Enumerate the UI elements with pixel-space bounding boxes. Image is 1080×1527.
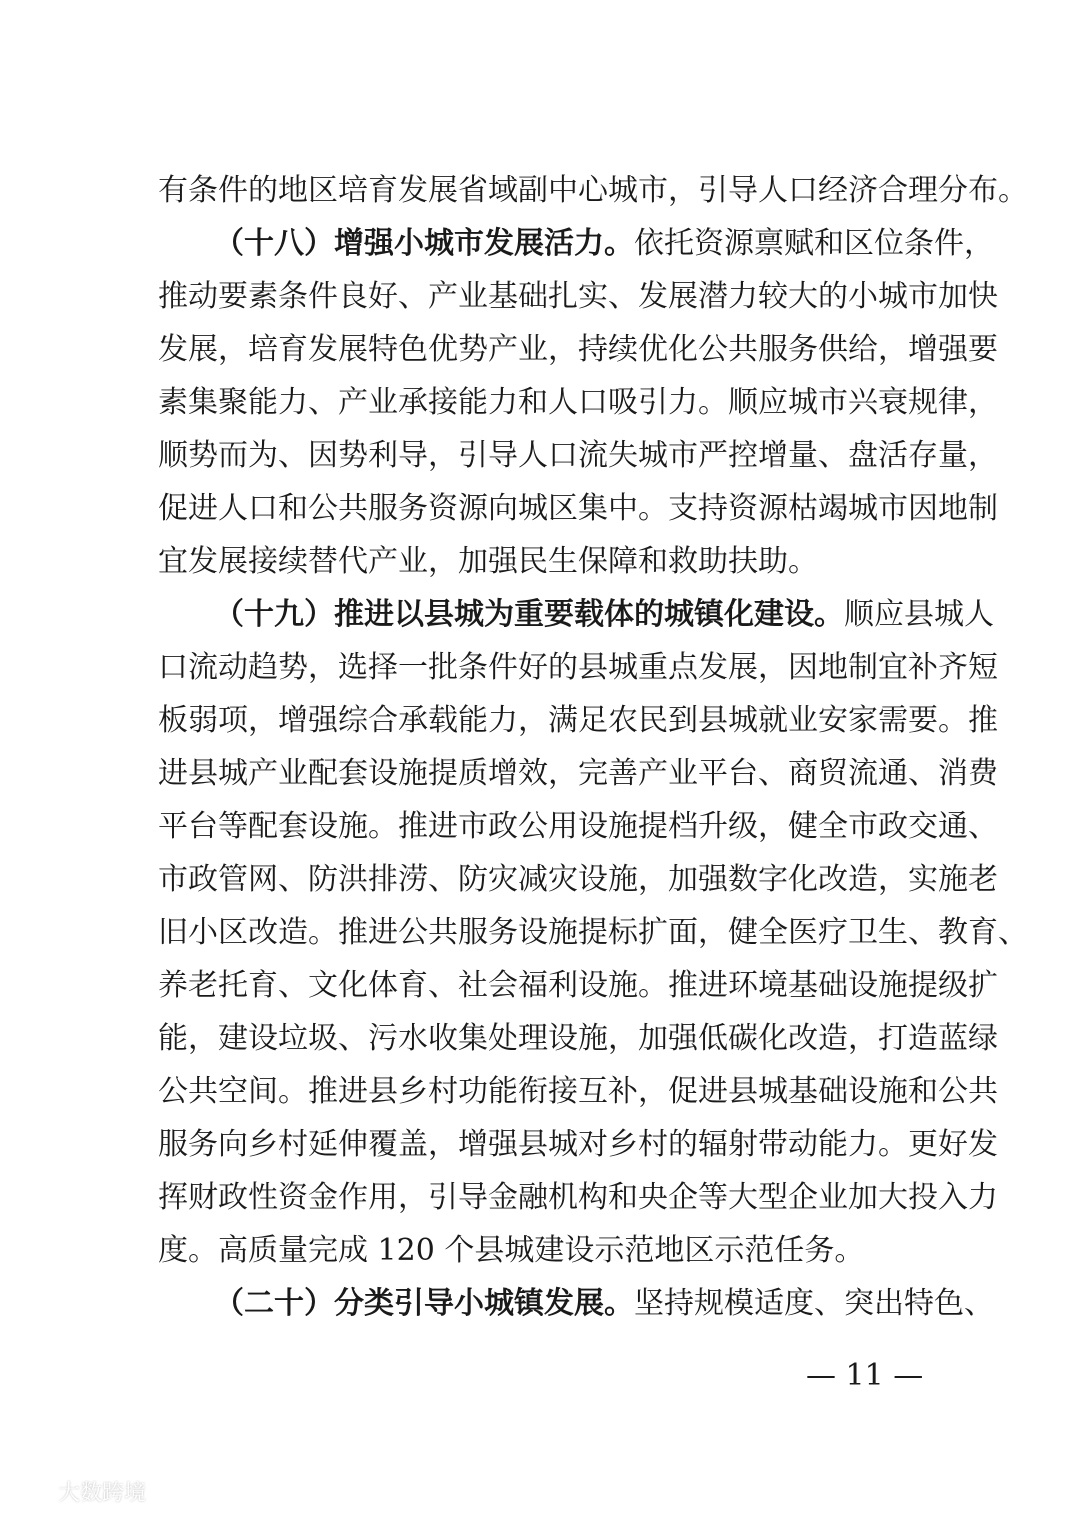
text-line: 口流动趋势，选择一批条件好的县城重点发展，因地制宜补齐短 <box>158 650 998 685</box>
text-line: 有条件的地区培育发展省域副中心城市，引导人口经济合理分布。 <box>158 173 1028 208</box>
section-20-first-line: （二十）分类引导小城镇发展。坚持规模适度、突出特色、 <box>214 1286 994 1321</box>
text-line: 挥财政性资金作用，引导金融机构和央企等大型企业加大投入力 <box>158 1180 998 1215</box>
text-line: 能，建设垃圾、污水收集处理设施，加强低碳化改造，打造蓝绿 <box>158 1021 998 1056</box>
text-line: 养老托育、文化体育、社会福利设施。推进环境基础设施提级扩 <box>158 968 998 1003</box>
logo-icon <box>12 1478 52 1506</box>
text-line: 服务向乡村延伸覆盖，增强县城对乡村的辐射带动能力。更好发 <box>158 1127 998 1162</box>
section-heading-18: （十八）增强小城市发展活力。 <box>214 226 634 261</box>
text-line: 推动要素条件良好、产业基础扎实、发展潜力较大的小城市加快 <box>158 279 998 314</box>
text-line: 发展，培育发展特色优势产业，持续优化公共服务供给，增强要 <box>158 332 998 367</box>
text-line: 促进人口和公共服务资源向城区集中。支持资源枯竭城市因地制 <box>158 491 998 526</box>
text-line: 顺势而为、因势利导，引导人口流失城市严控增量、盘活存量， <box>158 438 998 473</box>
section-heading-20: （二十）分类引导小城镇发展。 <box>214 1286 634 1321</box>
watermark <box>12 1476 146 1507</box>
text-line: 素集聚能力、产业承接能力和人口吸引力。顺应城市兴衰规律， <box>158 385 998 420</box>
text-line: 宜发展接续替代产业，加强民生保障和救助扶助。 <box>158 544 818 579</box>
text-line: 旧小区改造。推进公共服务设施提标扩面，健全医疗卫生、教育、 <box>158 915 1028 950</box>
text-line: 度。高质量完成 120 个县城建设示范地区示范任务。 <box>158 1233 865 1268</box>
text-line: 进县城产业配套设施提质增效，完善产业平台、商贸流通、消费 <box>158 756 998 791</box>
text-line: 平台等配套设施。推进市政公用设施提档升级，健全市政交通、 <box>158 809 998 844</box>
watermark-text: 大数跨境 <box>58 1481 147 1506</box>
section-heading-19: （十九）推进以县城为重要载体的城镇化建设。 <box>214 597 844 632</box>
section-18-first-line: （十八）增强小城市发展活力。依托资源禀赋和区位条件， <box>214 226 994 261</box>
text-line: 市政管网、防洪排涝、防灾减灾设施，加强数字化改造，实施老 <box>158 862 998 897</box>
page-number: — 11 — <box>806 1358 924 1393</box>
section-19-first-line: （十九）推进以县城为重要载体的城镇化建设。顺应县城人 <box>214 597 994 632</box>
text-line: 公共空间。推进县乡村功能衔接互补，促进县城基础设施和公共 <box>158 1074 998 1109</box>
text-line: 板弱项，增强综合承载能力，满足农民到县城就业安家需要。推 <box>158 703 998 738</box>
